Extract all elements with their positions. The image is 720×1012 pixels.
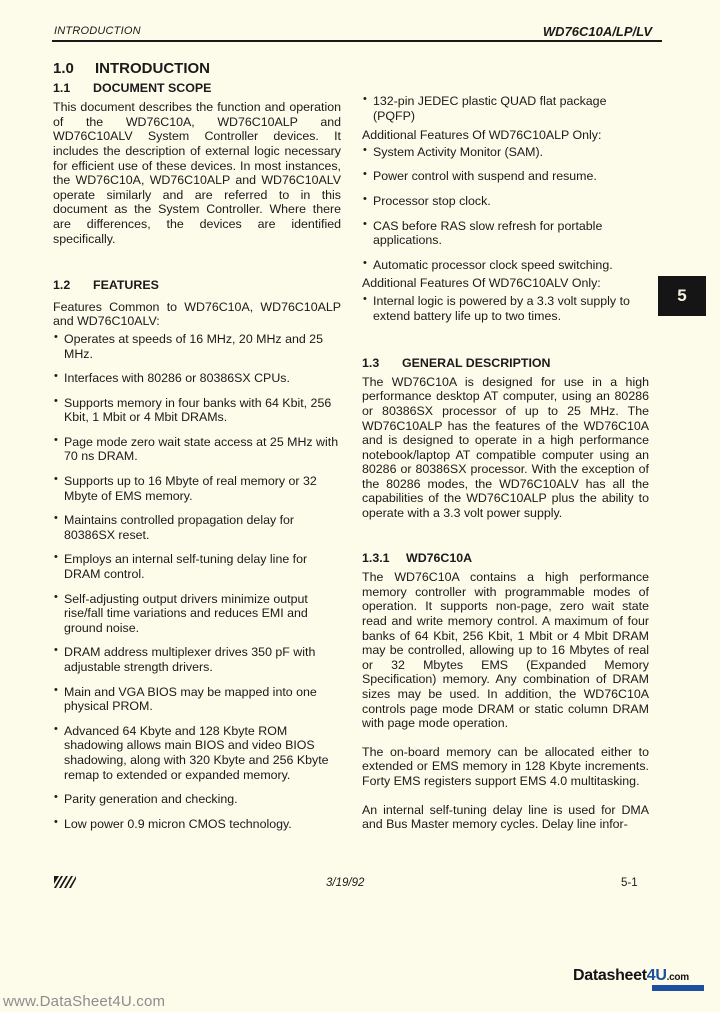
header-section-label: INTRODUCTION — [54, 25, 141, 37]
logo-underline-bar — [652, 985, 704, 991]
feature-item: • Page mode zero wait state access at 25 MHz with 70 ns DRAM. — [53, 435, 341, 464]
logo-four: 4U — [646, 967, 667, 984]
feature-item: • Internal logic is powered by a 3.3 volt supply to extend battery life up to two times. — [362, 294, 649, 323]
feature-item: • Processor stop clock. — [362, 194, 649, 209]
alp-features-intro: Additional Features Of WD76C10ALP Only: — [362, 128, 602, 143]
section-number: 1.0 — [53, 60, 74, 77]
feature-item: • Advanced 64 Kbyte and 128 Kbyte ROM shadowing allows main BIOS and video BIOS shadowing, along with 320 Kbyte and 256 Kbyte remap to extended or expanded memory. — [53, 724, 341, 782]
section-title: GENERAL DESCRIPTION — [402, 356, 551, 371]
left-column — [53, 62, 341, 831]
footer-date: 3/19/92 — [326, 877, 365, 889]
section-title: INTRODUCTION — [95, 60, 210, 77]
watermark-logo[interactable] — [573, 967, 705, 999]
general-description-paragraph: The WD76C10A is designed for use in a high performance desktop AT computer, using an 80286 or 80386SX processor of up to 25 MHz. The WD76C10ALP has the features of the WD76C10A and is designed to operate in a high performance notebook/laptop AT compatible computer using an 80286 or 80386SX processor. With the exception of the 80286 modes, the WD76C10ALV has all the capabilities of the WD76C10ALP plus the ability to operate with a 3.3 volt power supply. — [362, 374, 649, 521]
section-1-1-heading — [53, 81, 341, 96]
feature-item: • Power control with suspend and resume. — [362, 169, 649, 184]
section-number: 1.3 — [362, 356, 380, 371]
section-number: 1.3.1 — [362, 550, 390, 565]
feature-item: • Maintains controlled propagation delay for 80386SX reset. — [53, 513, 341, 542]
watermark-logo-text — [573, 967, 705, 985]
wd76c10a-paragraph-2: The on-board memory can be allocated either to extended or EMS memory in 128 Kbyte increments. Forty EMS registers support EMS 4.0 multitasking. — [362, 744, 649, 788]
feature-item: • Automatic processor clock speed switching. — [362, 258, 649, 273]
feature-item: • Operates at speeds of 16 MHz, 20 MHz and 25 MHz. — [53, 332, 341, 361]
header-part-number: WD76C10A/LP/LV — [542, 24, 652, 39]
section-1-3-1-heading — [362, 551, 649, 566]
feature-item: • DRAM address multiplexer drives 350 pF with adjustable strength drivers. — [53, 645, 341, 674]
feature-item: • 132-pin JEDEC plastic QUAD flat package (PQFP) — [362, 94, 649, 123]
wd76c10a-paragraph-3: An internal self-tuning delay line is used for DMA and Bus Master memory cycles. Delay line infor- — [362, 802, 649, 832]
section-number: 1.2 — [53, 278, 71, 293]
feature-item: • Supports up to 16 Mbyte of real memory or 32 Mbyte of EMS memory. — [53, 474, 341, 503]
features-list — [53, 332, 341, 831]
alv-features-list — [362, 294, 649, 323]
section-1-2-heading — [53, 278, 341, 293]
right-column — [362, 94, 649, 832]
alp-features-list — [362, 145, 649, 273]
section-title: DOCUMENT SCOPE — [93, 80, 212, 95]
feature-item: • Parity generation and checking. — [53, 792, 341, 807]
header-rule — [52, 40, 662, 42]
feature-item: • Supports memory in four banks with 64 Kbit, 256 Kbit, 1 Mbit or 4 Mbit DRAMs. — [53, 396, 341, 425]
alv-features-intro: Additional Features Of WD76C10ALV Only: — [362, 276, 601, 291]
feature-item: • Employs an internal self-tuning delay line for DRAM control. — [53, 552, 341, 581]
scope-paragraph: This document describes the function and operation of the WD76C10A, WD76C10ALP and WD76C10ALV System Controller devices. It includes the description of external logic necessary for efficient use of these devices. In most instances, the WD76C10A, WD76C10ALP and WD76C10ALV operate similarly and are referred to in this document as the System Controller. Where there are differences, the devices are identified specifically. — [53, 100, 341, 246]
section-title: WD76C10A — [406, 550, 473, 565]
chapter-tab: 5 — [658, 276, 706, 316]
wd76c10a-paragraph-1: The WD76C10A contains a high performance memory controller with programmable modes of operation. It supports non-page, zero wait state read and write memory control. A maximum of four banks of 64 Kbit, 256 Kbit, 1 Mbit or 4 Mbit DRAM may be controlled, allowing up to 16 Mbytes of real or 32 Mbytes EMS (Expanded Memory Specification) memory. Any combination of DRAM sizes may be used. In addition, the WD76C10A controls page mode DRAM or static column DRAM with page mode operation. — [362, 570, 649, 731]
footer-page-number: 5-1 — [621, 877, 638, 889]
wd-logo-icon — [53, 872, 77, 892]
section-title: FEATURES — [93, 278, 159, 293]
section-1-0-heading — [53, 62, 341, 77]
feature-item: • Main and VGA BIOS may be mapped into one physical PROM. — [53, 685, 341, 714]
feature-item: • CAS before RAS slow refresh for portable applications. — [362, 219, 649, 248]
package-list — [362, 94, 649, 123]
watermark-url[interactable]: www.DataSheet4U.com — [3, 993, 166, 1010]
features-intro: Features Common to WD76C10A, WD76C10ALP and WD76C10ALV: — [53, 299, 341, 329]
feature-item: • System Activity Monitor (SAM). — [362, 145, 649, 160]
feature-item: • Self-adjusting output drivers minimize output rise/fall time variations and reduces EMI and ground noise. — [53, 592, 341, 636]
feature-item: • Low power 0.9 micron CMOS technology. — [53, 817, 341, 832]
feature-item: • Interfaces with 80286 or 80386SX CPUs. — [53, 371, 341, 386]
section-1-3-heading — [362, 356, 649, 371]
logo-prefix: Datasheet — [573, 967, 647, 984]
logo-suffix: .com — [666, 972, 689, 983]
section-number: 1.1 — [53, 80, 71, 95]
